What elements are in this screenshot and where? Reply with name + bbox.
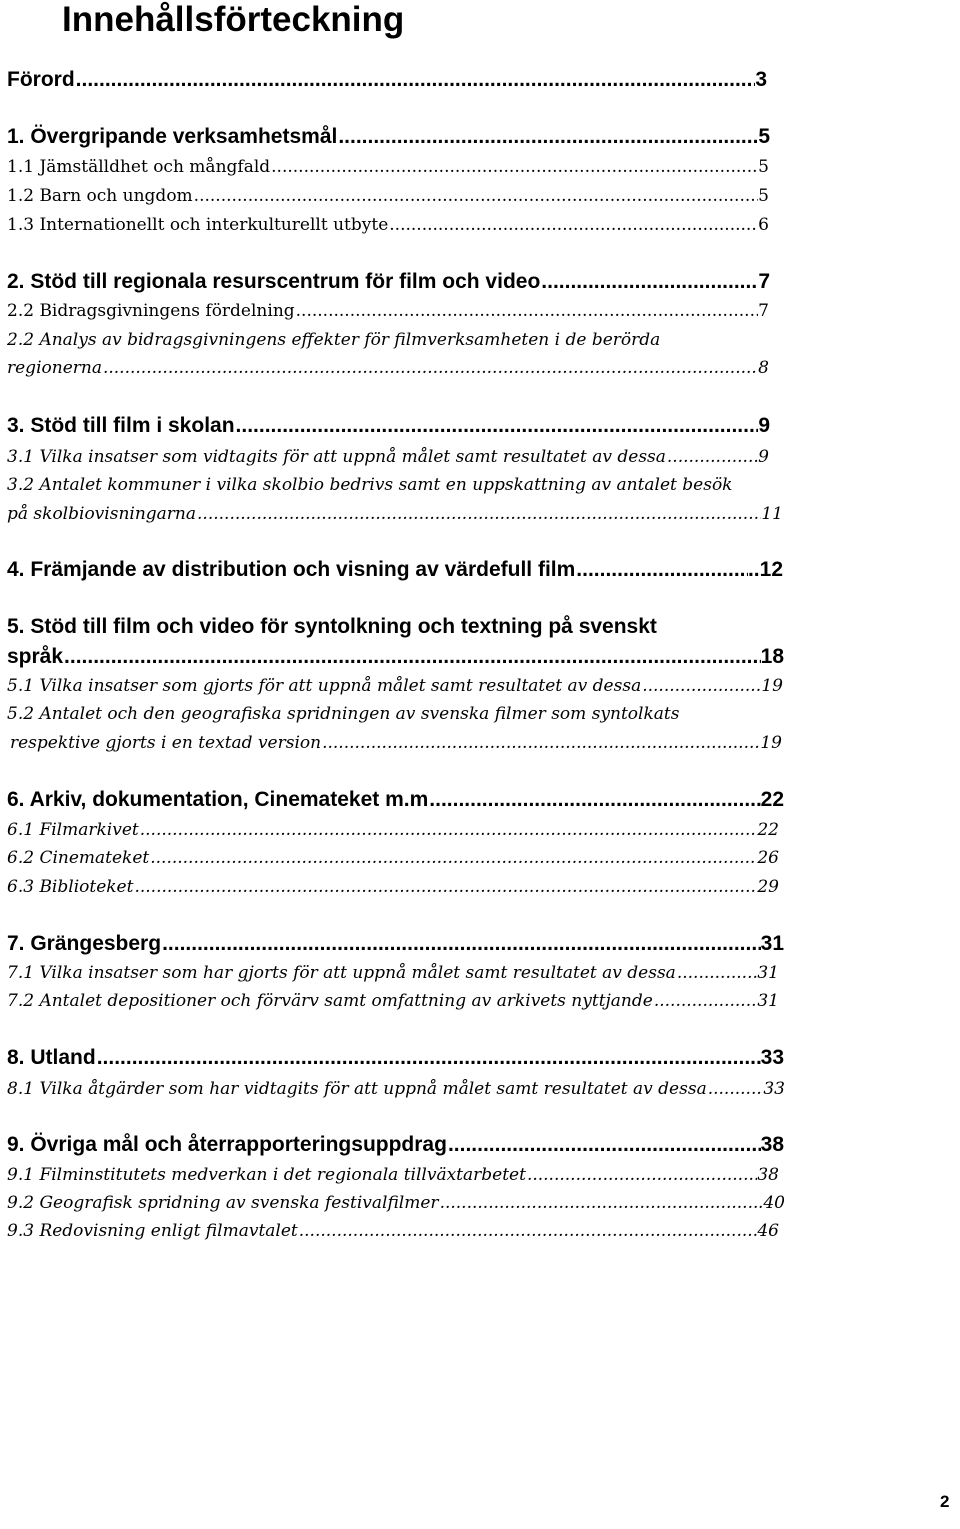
toc-page-number: 7	[758, 270, 770, 293]
toc-page-number: 6	[758, 215, 769, 235]
toc-entry-label: 6. Arkiv, dokumentation, Cinemateket m.m	[7, 788, 429, 811]
toc-leader	[707, 1079, 764, 1099]
toc-entry-6-1[interactable]	[7, 820, 779, 840]
toc-entry-label: 9.2 Geografisk spridning av svenska festivalfilmer	[7, 1193, 439, 1213]
toc-page-number: 22	[757, 820, 779, 840]
toc-page-number: 22	[760, 788, 784, 811]
toc-page-number: 38	[760, 1133, 784, 1156]
toc-entry-label: 3.1 Vilka insatser som vidtagits för att uppnå målet samt resultatet av dessa	[7, 447, 666, 467]
toc-page-number: 9	[758, 447, 769, 467]
toc-entry-6[interactable]	[7, 788, 784, 812]
toc-entry-label: 6.3 Biblioteket	[7, 877, 134, 897]
toc-page-number: 19	[760, 733, 782, 753]
toc-entry-3-2-cont[interactable]	[7, 504, 783, 524]
toc-page-number: .40	[757, 1193, 785, 1213]
toc-page-number: 33	[763, 1079, 785, 1099]
toc-page-number: 8	[758, 358, 769, 378]
toc-entry-3-1[interactable]	[7, 447, 769, 467]
toc-entry-7-1[interactable]	[7, 963, 779, 983]
toc-page-number: 31	[757, 963, 779, 983]
toc-entry-label: 6.2 Cinemateket	[7, 848, 150, 868]
toc-page-number: 38	[757, 1165, 779, 1185]
toc-leader	[653, 991, 758, 1011]
toc-entry-label: 7. Grängesberg	[7, 932, 162, 955]
toc-leader	[666, 447, 758, 467]
toc-leader	[428, 788, 760, 812]
toc-leader	[439, 1193, 758, 1213]
toc-entry-7-2[interactable]	[7, 991, 779, 1011]
toc-page-number: 31	[760, 932, 784, 955]
toc-page-number: 29	[757, 877, 779, 897]
toc-entry-3[interactable]	[7, 414, 770, 438]
toc-leader	[575, 558, 748, 582]
toc-leader	[295, 301, 759, 321]
toc-page-number: 46	[757, 1221, 779, 1241]
toc-entry-9-1[interactable]	[7, 1165, 779, 1185]
toc-entry-label: Förord	[7, 68, 75, 91]
toc-entry-label: 1.3 Internationellt och interkulturellt utbyte	[7, 215, 389, 235]
toc-entry-6-2[interactable]	[7, 848, 779, 868]
toc-entry-label: 2.2 Bidragsgivningens fördelning	[7, 301, 295, 321]
toc-entry-label: 8. Utland	[7, 1046, 96, 1069]
toc-entry-1-1[interactable]	[7, 157, 769, 177]
toc-leader	[196, 504, 761, 524]
toc-entry-8-1[interactable]	[7, 1079, 785, 1099]
toc-entry-2-2b-cont[interactable]	[7, 358, 769, 378]
toc-entry-label: 7.1 Vilka insatser som har gjorts för att uppnå målet samt resultatet av dessa	[7, 963, 676, 983]
toc-entry-5-cont[interactable]	[7, 645, 784, 669]
toc-page-number: 19	[761, 676, 783, 696]
toc-entry-5[interactable]: 5. Stöd till film och video för syntolkning och textning på svenskt	[7, 615, 657, 638]
toc-leader	[133, 877, 757, 897]
toc-entry-9-2[interactable]	[7, 1193, 785, 1213]
toc-page-number: 5	[758, 186, 769, 206]
toc-leader	[447, 1133, 761, 1157]
toc-leader	[526, 1165, 757, 1185]
toc-entry-2[interactable]	[7, 270, 770, 294]
toc-entry-1-2[interactable]	[7, 186, 769, 206]
toc-entry-label: 9.3 Redovisning enligt filmavtalet	[7, 1221, 298, 1241]
page-title: Innehållsförteckning	[62, 0, 405, 39]
toc-entry-label: 2. Stöd till regionala resurscentrum för film och video	[7, 270, 541, 293]
toc-entry-label: 6.1 Filmarkivet	[7, 820, 139, 840]
toc-leader	[96, 1046, 761, 1070]
toc-leader	[161, 932, 761, 956]
toc-entry-5-2[interactable]: 5.2 Antalet och den geografiska spridningen av svenska filmer som syntolkats	[7, 704, 680, 724]
toc-page-number: 11	[761, 504, 783, 524]
toc-entry-1[interactable]	[7, 125, 770, 149]
toc-entry-2-2a[interactable]	[7, 301, 769, 321]
toc-page-number: 33	[760, 1046, 784, 1069]
toc-entry-1-3[interactable]	[7, 215, 769, 235]
toc-leader	[337, 125, 758, 149]
toc-page-number: 9	[758, 414, 770, 437]
toc-leader	[270, 157, 758, 177]
toc-page-number: ..12	[747, 558, 783, 581]
toc-page-number: 31	[757, 991, 779, 1011]
toc-entry-label: 5.1 Vilka insatser som gjorts för att uppnå målet samt resultatet av dessa	[7, 676, 642, 696]
toc-entry-label: 3. Stöd till film i skolan	[7, 414, 235, 437]
toc-entry-4[interactable]	[7, 558, 783, 582]
toc-entry-3-2[interactable]: 3.2 Antalet kommuner i vilka skolbio bedrivs samt en uppskattning av antalet besök	[7, 475, 733, 495]
toc-leader	[676, 963, 758, 983]
toc-leader	[321, 733, 760, 753]
toc-leader	[540, 270, 758, 294]
toc-leader	[298, 1221, 758, 1241]
toc-entry-label: på skolbiovisningarna	[7, 504, 197, 524]
toc-entry-5-2-cont[interactable]	[10, 733, 782, 753]
toc-entry-label: 1. Övergripande verksamhetsmål	[7, 125, 338, 148]
toc-entry-label: respektive gjorts i en textad version	[10, 733, 322, 753]
toc-entry-6-3[interactable]	[7, 877, 779, 897]
toc-leader	[641, 676, 761, 696]
toc-entry-9[interactable]	[7, 1133, 784, 1157]
toc-entry-label: 1.1 Jämställdhet och mångfald	[7, 157, 271, 177]
toc-entry-forord[interactable]	[7, 68, 767, 92]
toc-leader	[193, 186, 759, 206]
toc-page-number: 18	[760, 645, 784, 668]
toc-page-number: 5	[758, 125, 770, 148]
toc-page-number: 26	[757, 848, 779, 868]
toc-leader	[149, 848, 757, 868]
toc-entry-7[interactable]	[7, 932, 784, 956]
toc-entry-label: 4. Främjande av distribution och visning av värdefull film	[7, 558, 576, 581]
toc-page-number: 5	[758, 157, 769, 177]
toc-entry-label: 1.2 Barn och ungdom	[7, 186, 193, 206]
toc-page-number: 7	[758, 301, 769, 321]
toc-entry-5-1[interactable]	[7, 676, 783, 696]
toc-leader	[102, 358, 758, 378]
page-number: 2	[940, 1492, 950, 1511]
toc-entry-label: 7.2 Antalet depositioner och förvärv samt omfattning av arkivets nyttjande	[7, 991, 653, 1011]
toc-entry-label: 9. Övriga mål och återrapporteringsuppdrag	[7, 1133, 447, 1156]
toc-entry-8[interactable]	[7, 1046, 784, 1070]
toc-entry-label: 8.1 Vilka åtgärder som har vidtagits för att uppnå målet samt resultatet av dessa	[7, 1079, 707, 1099]
toc-entry-label: regionerna	[7, 358, 102, 378]
toc-entry-9-3[interactable]	[7, 1221, 779, 1241]
toc-entry-label: språk	[7, 645, 64, 668]
toc-leader	[75, 68, 756, 92]
toc-page-number: 3	[755, 68, 767, 91]
toc-entry-2-2b[interactable]: 2.2 Analys av bidragsgivningens effekter för filmverksamheten i de berörda	[7, 330, 661, 350]
toc-leader	[235, 414, 759, 438]
toc-leader	[388, 215, 758, 235]
toc-leader	[139, 820, 758, 840]
toc-leader	[63, 645, 761, 669]
toc-entry-label: 9.1 Filminstitutets medverkan i det regionala tillväxtarbetet	[7, 1165, 526, 1185]
